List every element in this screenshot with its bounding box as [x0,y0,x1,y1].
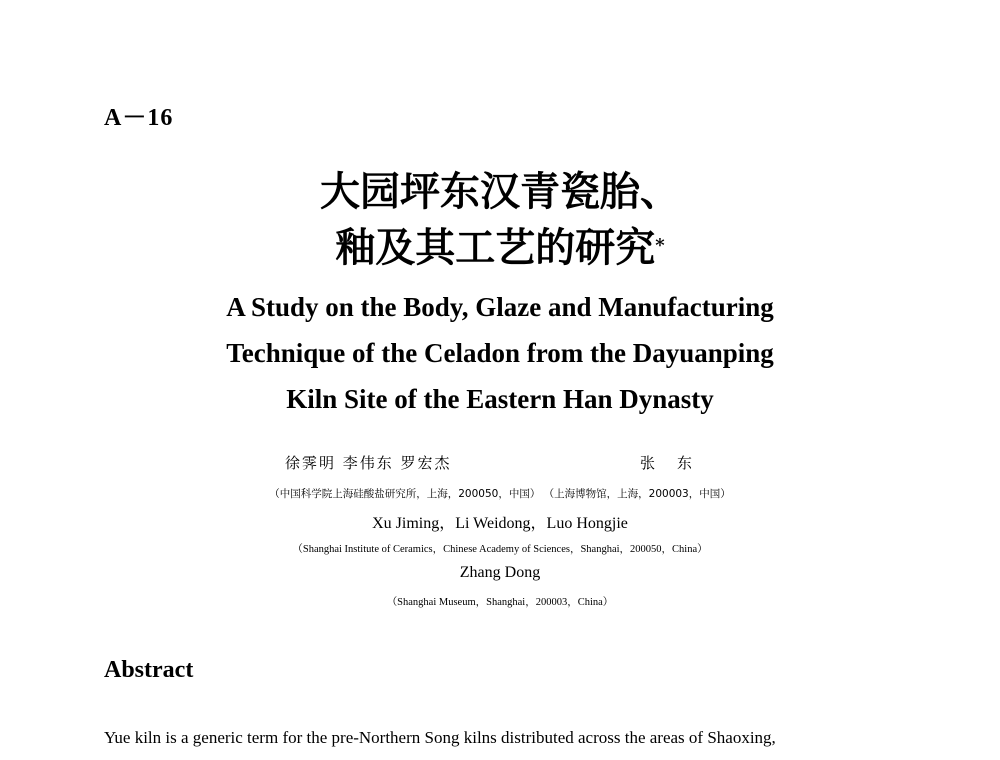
chinese-authors-group-1: 徐霁明 李伟东 罗宏杰 [285,454,452,472]
english-authors-2: Zhang Dong [459,564,541,581]
abstract-text: Yue kiln is a generic term for the pre-Northern Song kilns distributed across the areas of Shaoxing, [104,728,776,747]
footnote-mark: * [655,235,665,256]
chinese-authors [0,452,1000,476]
chinese-affiliations: （中国科学院上海硅酸盐研究所，上海，200050，中国） （上海博物馆，上海，200003，中国） [269,488,731,500]
english-authors-1: Xu Jiming，Li Weidong，Luo Hongjie [372,515,628,532]
english-affiliation-2: （Shanghai Museum，Shanghai，200003，China） [386,597,614,608]
english-title-line-1: A Study on the Body, Glaze and Manufacturing [226,292,774,322]
abstract-heading: Abstract [104,657,194,683]
chinese-title-line-2 [0,220,1000,276]
english-title-line-2: Technique of the Celadon from the Dayuanping [226,338,774,368]
chinese-authors-group-2: 张东 [640,454,715,472]
paper-code: A－16 [104,105,174,131]
english-affiliation-1: （Shanghai Institute of Ceramics，Chinese Academy of Sciences，Shanghai，200050，China） [292,544,708,555]
english-title-line-3: Kiln Site of the Eastern Han Dynasty [286,384,714,414]
chinese-title-line-1: 大园坪东汉青瓷胎、 [320,168,680,215]
chinese-title-line-2-text: 釉及其工艺的研究 [335,224,656,271]
